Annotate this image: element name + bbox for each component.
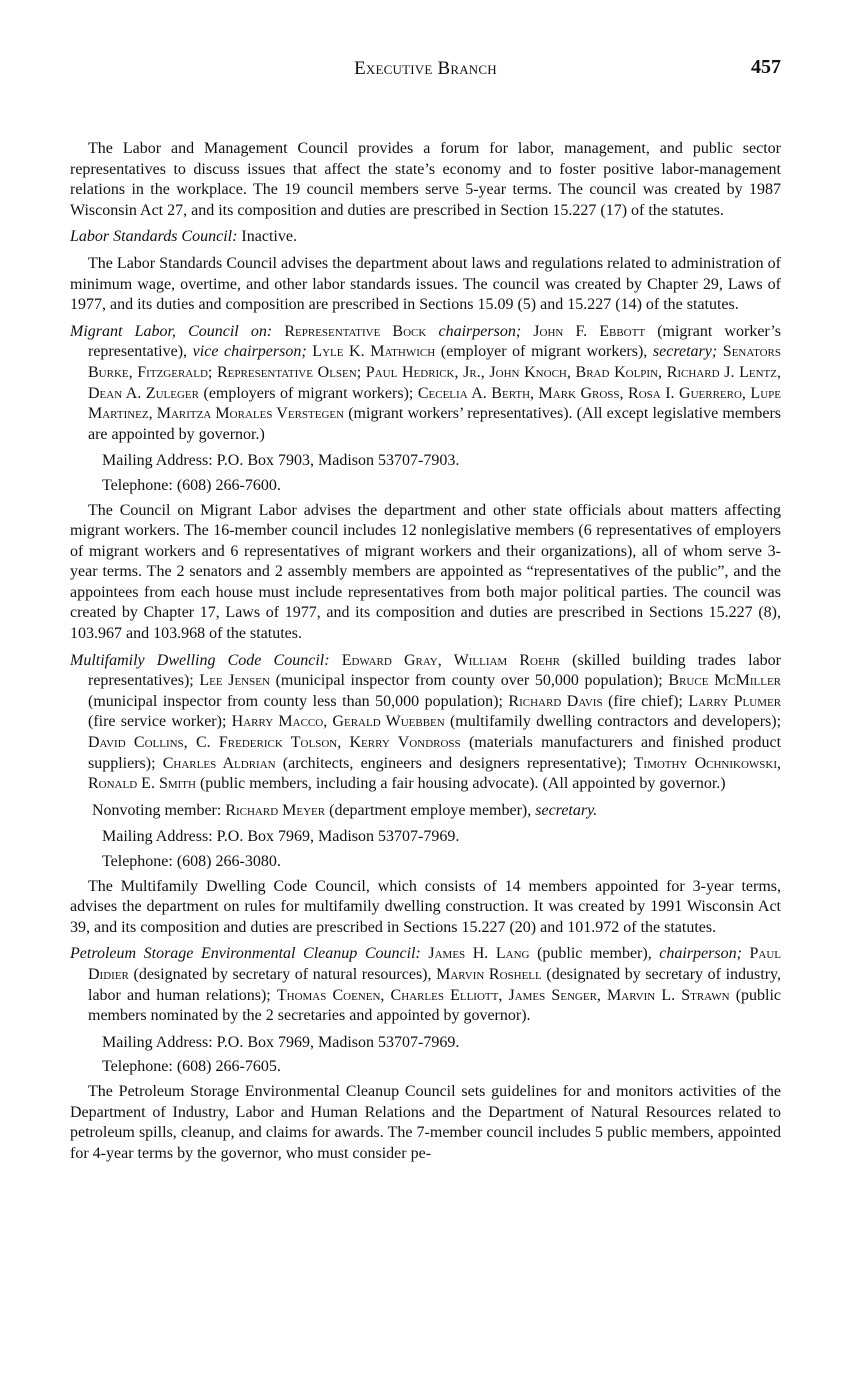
- labor-standards-council-entry: [70, 227, 781, 248]
- council-name: Labor Standards Council:: [70, 228, 238, 246]
- member-title: secretary.: [535, 801, 598, 819]
- member-names: Thomas Coenen, Charles Elliott, James Senger, Marvin L. Strawn: [276, 986, 730, 1004]
- council-status: Inactive.: [237, 228, 297, 246]
- member-names: Edward Gray, William Roehr: [341, 651, 560, 669]
- nonvoting-label: Nonvoting member:: [92, 801, 222, 819]
- petroleum-mailing-address: Mailing Address: P.O. Box 7969, Madison 53707-7969.: [102, 1033, 460, 1051]
- member-names: Harry Macco, Gerald Wuebben: [231, 713, 445, 731]
- member-title: secretary;: [652, 343, 718, 361]
- member-role: (employers of migrant workers);: [203, 384, 414, 402]
- member-names: Representative Bock: [284, 322, 427, 340]
- member-names: Charles Aldrian: [162, 754, 276, 772]
- member-role: (municipal inspector from county over 50,000 population);: [275, 672, 663, 690]
- member-role: (public members nominated by the 2 secretaries and appointed by governor).: [88, 986, 782, 1025]
- multifamily-nonvoting-member: [70, 801, 781, 822]
- labor-standards-council-description: The Labor Standards Council advises the department about laws and regulations related to administration of minimum wage, overtime, and other labor standards issues. The council was created by Chapter 29, Laws of 1977, and its duties and composition are prescribed in Sections 15.09 (5) and 15.227 (14) of the statutes.: [70, 254, 781, 314]
- member-names: Richard Davis: [508, 692, 603, 710]
- multifamily-dwelling-code-council-entry: [70, 651, 781, 795]
- member-role: (public members, including a fair housing advocate). (All appointed by governor.): [199, 775, 726, 793]
- member-role: (fire chief);: [608, 692, 683, 710]
- member-role: (skilled building trades labor representatives);: [88, 651, 782, 690]
- member-names: Marvin Roshell: [436, 965, 542, 983]
- petroleum-council-description: The Petroleum Storage Environmental Cleanup Council sets guidelines for and monitors activities of the Department of Industry, Labor and Human Relations and the Department of Natural Resources related to petroleum spills, cleanup, and claims for awards. The 7-member council includes 5 public members, appointed for 4-year terms by the governor, who must consider pe-: [70, 1082, 781, 1162]
- migrant-labor-mailing-address: Mailing Address: P.O. Box 7903, Madison 53707-7903.: [102, 452, 460, 470]
- member-names: Cecelia A. Berth, Mark Gross, Rosa I. Guerrero, Lupe Martinez, Maritza Morales Verstegen: [88, 384, 781, 423]
- member-names: Richard Meyer: [225, 801, 326, 819]
- running-header: [70, 56, 781, 82]
- petroleum-telephone: Telephone: (608) 266-7605.: [102, 1058, 281, 1076]
- council-name: Migrant Labor, Council on:: [70, 322, 273, 340]
- member-names: David Collins, C. Frederick Tolson, Kerry Vondross: [88, 734, 461, 752]
- member-role: (multifamily dwelling contractors and developers);: [449, 713, 782, 731]
- member-names: Timothy Ochnikowski, Ronald E. Smith: [88, 754, 782, 793]
- member-names: James H. Lang: [428, 945, 530, 963]
- council-name: Petroleum Storage Environmental Cleanup Council:: [70, 945, 421, 963]
- member-role: (migrant workers’ representatives). (All except legislative members are appointed by governor.): [88, 405, 782, 443]
- member-role: (employer of migrant workers),: [440, 343, 648, 361]
- member-names: Paul Didier: [88, 945, 782, 983]
- member-role: (materials manufacturers and finished product suppliers);: [88, 734, 782, 772]
- member-title: chairperson;: [438, 322, 522, 340]
- member-names: Larry Plumer: [688, 692, 782, 710]
- migrant-labor-council-description: The Council on Migrant Labor advises the department and other state officials about matters affecting migrant workers. The 16-member council includes 12 nonlegislative members (6 representatives of employers of migrant workers and 6 representatives of migrant workers and their organizations), all of whom serve 3-year terms. The 2 senators and 2 assembly members are appointed as “representatives of the public”, and the appointees from each house must include representatives from both major political parties. The council was created by Chapter 17, Laws of 1977, and its composition and duties are prescribed in Sections 15.227 (8), 103.967 and 103.968 of the statutes.: [70, 501, 781, 643]
- member-names: Lee Jensen: [199, 672, 270, 690]
- member-role: (designated by secretary of industry, labor and human relations);: [88, 965, 782, 1004]
- member-names: John F. Ebbott: [533, 322, 646, 340]
- labor-management-council-description: The Labor and Management Council provides a forum for labor, management, and public sector representatives to discuss issues that affect the state’s economy and to foster positive labor-management relations in the workplace. The 19 council members serve 5-year terms. The council was created by 1987 Wisconsin Act 27, and its composition and duties are prescribed in Section 15.227 (17) of the statutes.: [70, 140, 781, 219]
- page-body: [70, 139, 781, 1170]
- member-title: chairperson;: [659, 945, 742, 963]
- migrant-labor-council-entry: [70, 322, 781, 446]
- migrant-labor-telephone: Telephone: (608) 266-7600.: [102, 476, 281, 494]
- member-names: Senators Burke, Fitzgerald; Representative Olsen; Paul Hedrick, Jr., John Knoch, Brad Kolpin, Richard J. Lentz, Dean A. Zuleger: [88, 343, 782, 402]
- member-names: Lyle K. Mathwich: [312, 343, 436, 361]
- member-names: Bruce McMiller: [668, 672, 782, 690]
- member-role: (designated by secretary of natural resources),: [133, 965, 432, 983]
- multifamily-telephone: Telephone: (608) 266-3080.: [102, 853, 281, 870]
- member-role: (municipal inspector from county less than 50,000 population);: [88, 692, 503, 710]
- member-role: (fire service worker);: [88, 713, 227, 731]
- member-title: vice chairperson;: [192, 343, 307, 361]
- member-role: (department employe member),: [329, 801, 532, 819]
- page-number: 457: [751, 56, 781, 78]
- petroleum-cleanup-council-entry: [70, 944, 781, 1026]
- multifamily-council-description: The Multifamily Dwelling Code Council, which consists of 14 members appointed for 3-year terms, advises the department on rules for multifamily dwelling construction. It was created by 1991 Wisconsin Act 39, and its composition and duties are prescribed in Sections 15.227 (20) and 101.972 of the statutes.: [70, 877, 781, 936]
- multifamily-mailing-address: Mailing Address: P.O. Box 7969, Madison 53707-7969.: [102, 828, 460, 846]
- member-role: (migrant worker’s representative),: [88, 322, 782, 361]
- running-title: Executive Branch: [354, 58, 497, 79]
- council-name: Multifamily Dwelling Code Council:: [70, 651, 330, 669]
- member-role: (architects, engineers and designers representative);: [282, 754, 627, 772]
- member-role: (public member),: [537, 945, 652, 963]
